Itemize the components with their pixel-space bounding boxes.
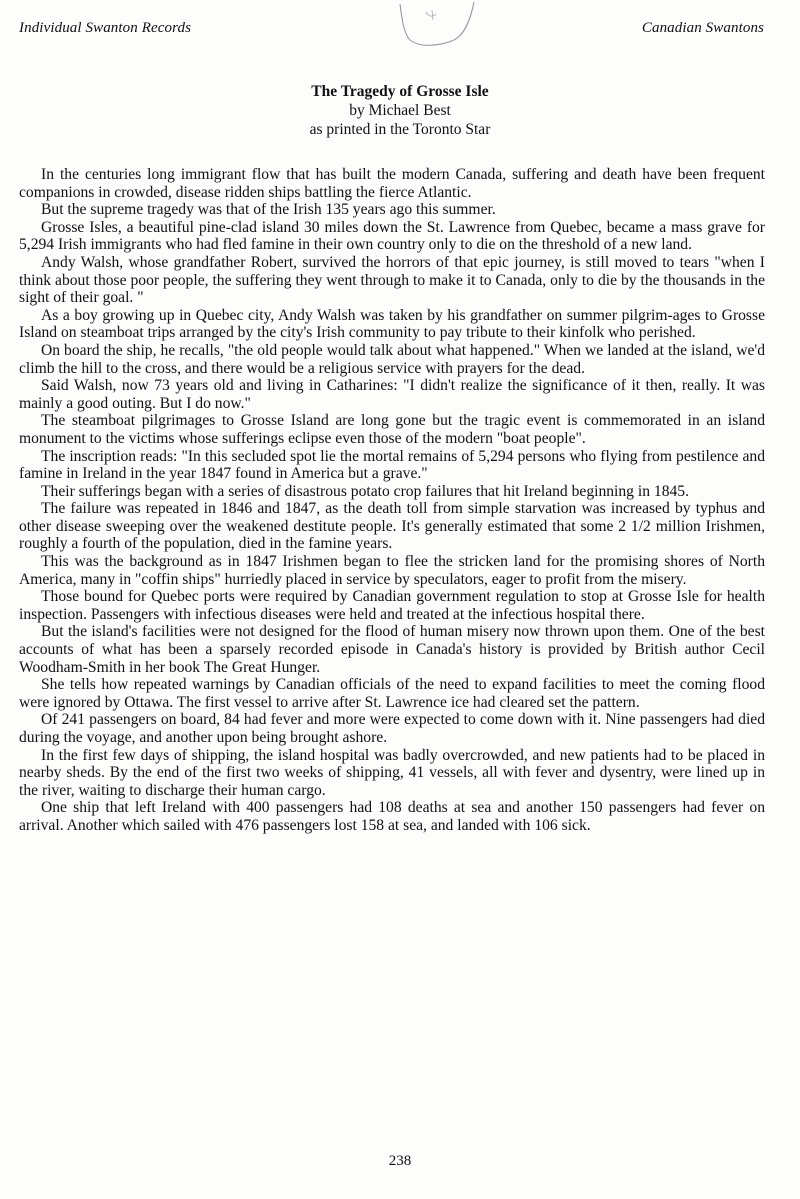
article-byline: by Michael Best: [349, 102, 451, 119]
article-paragraph: As a boy growing up in Quebec city, Andy Walsh was taken by his grandfather on summer pilgrim-ages to Grosse Island on steamboat trips arranged by the city's Irish community to pay tribute to their kinfolk who perished.: [19, 306, 765, 342]
article-paragraph: Said Walsh, now 73 years old and living in Catharines: "I didn't realize the significance of it then, really. It was mainly a good outing. But I do now.": [19, 377, 765, 412]
running-head-left: Individual Swanton Records: [19, 20, 192, 36]
article-source: as printed in the Toronto Star: [309, 121, 491, 138]
article-paragraph: One ship that left Ireland with 400 passengers had 108 deaths at sea and another 150 passengers had fever on arrival. Another which sailed with 476 passengers lost 158 at sea, and landed with 106 sick.: [19, 799, 765, 834]
article-paragraph: Grosse Isles, a beautiful pine-clad island 30 miles down the St. Lawrence from Quebec, became a mass grave for 5,294 Irish immigrants who had fled famine in their own country only to die on the threshold of a new land.: [19, 218, 765, 254]
running-head-right: Canadian Swantons: [641, 20, 764, 36]
article-paragraph: Of 241 passengers on board, 84 had fever and more were expected to come down with it. Nine passengers had died during the voyage, and another upon being brought ashore.: [19, 711, 765, 746]
article-body: [19, 166, 765, 835]
pencil-mark-icon: [396, 0, 478, 52]
article-paragraph: The inscription reads: "In this secluded spot lie the mortal remains of 5,294 persons who flying from pestilence and famine in Ireland in the year 1847 found in America but a grave.": [19, 447, 765, 483]
article-title: The Tragedy of Grosse Isle: [311, 83, 489, 100]
article-paragraph: In the centuries long immigrant flow that has built the modern Canada, suffering and death have been frequent companions in crowded, disease ridden ships battling the fierce Atlantic.: [19, 166, 765, 201]
article-paragraph: The failure was repeated in 1846 and 1847, as the death toll from simple starvation was increased by typhus and other disease sweeping over the weakened destitute people. It's generally estimated that some 2 1/2 million Irishmen, roughly a fourth of the population, died in the famine years.: [19, 500, 765, 553]
article-paragraph: But the supreme tragedy was that of the Irish 135 years ago this summer.: [41, 201, 496, 219]
article-paragraph: Their sufferings began with a series of disastrous potato crop failures that hit Ireland beginning in 1845.: [41, 482, 689, 500]
article-paragraph: In the first few days of shipping, the island hospital was badly overcrowded, and new patients had to be placed in nearby sheds. By the end of the first two weeks of shipping, 41 vessels, all with fever and dysentry, were lined up in the river, waiting to discharge their human cargo.: [19, 746, 765, 799]
article-paragraph: Andy Walsh, whose grandfather Robert, survived the horrors of that epic journey, is still moved to tears "when I think about those poor people, the suffering they went through to make it to Canada, only to die by the thousands in the sight of their goal. ": [19, 253, 765, 307]
article-paragraph: Those bound for Quebec ports were required by Canadian government regulation to stop at Grosse Isle for health inspection. Passengers with infectious diseases were held and treated at the infectious hospital there.: [19, 588, 765, 623]
article-paragraph: This was the background as in 1847 Irishmen began to flee the stricken land for the promising shores of North America, many in "coffin ships" hurriedly placed in service by speculators, eager to profit from the misery.: [19, 553, 765, 588]
article-paragraph: The steamboat pilgrimages to Grosse Island are long gone but the tragic event is commemorated in an island monument to the victims whose sufferings eclipse even those of the modern "boat people".: [19, 412, 765, 447]
page-number: 238: [388, 1153, 412, 1169]
article-paragraph: On board the ship, he recalls, "the old people would talk about what happened." When we landed at the island, we'd climb the hill to the cross, and there would be a religious service with prayers for the dead.: [19, 341, 765, 377]
article-paragraph: But the island's facilities were not designed for the flood of human misery now thrown upon them. One of the best accounts of what has been a sparsely recorded episode in Canada's history is provided by British author Cecil Woodham-Smith in her book The Great Hunger.: [19, 623, 765, 676]
article-heading: [0, 82, 800, 139]
article-paragraph: She tells how repeated warnings by Canadian officials of the need to expand facilities to meet the coming flood were ignored by Ottawa. The first vessel to arrive after St. Lawrence ice had cleared set the pattern.: [19, 676, 765, 711]
